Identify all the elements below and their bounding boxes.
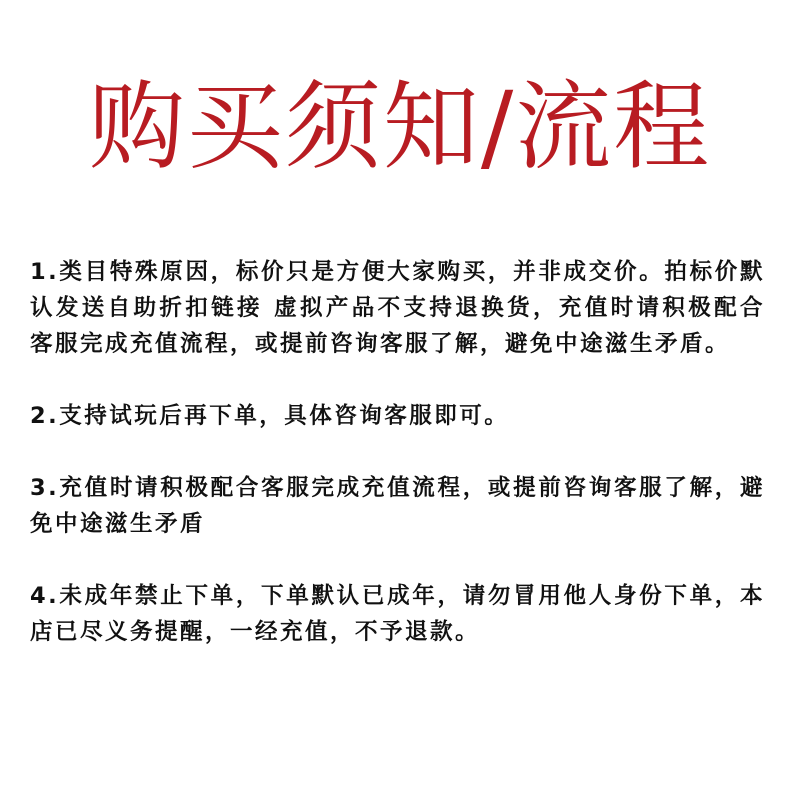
note-item-1: 1.类目特殊原因，标价只是方便大家购买，并非成交价。拍标价默认发送自助折扣链接 虚拟产品不支持退换货，充值时请积极配合客服完成充值流程，或提前咨询客服了解，避免中途滋生矛盾。: [30, 259, 765, 357]
page-title: 购买须知/流程: [88, 71, 712, 183]
note-item-4: 4.未成年禁止下单，下单默认已成年，请勿冒用他人身份下单，本店已尽义务提醒，一经充值，不予退款。: [30, 583, 765, 645]
note-item-2: 2.支持试玩后再下单，具体咨询客服即可。: [30, 403, 510, 429]
notes-list: [30, 254, 765, 686]
note-item-3: 3.充值时请积极配合客服完成充值流程，或提前咨询客服了解，避免中途滋生矛盾: [30, 475, 765, 537]
